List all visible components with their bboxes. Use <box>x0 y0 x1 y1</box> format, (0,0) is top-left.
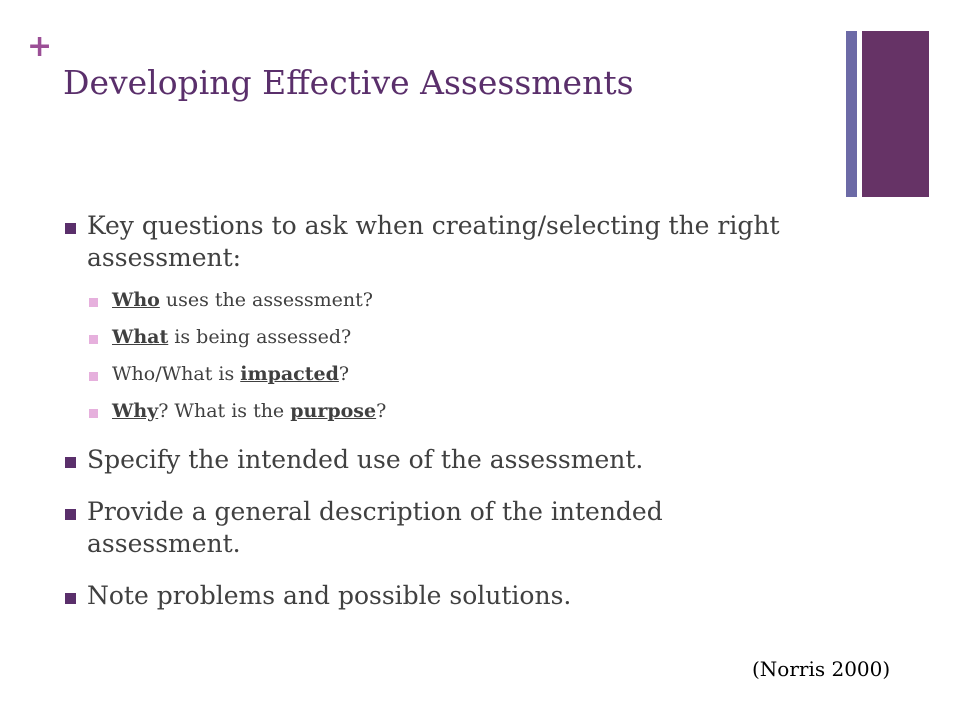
bullet-text: Provide a general description of the intended assessment. <box>87 497 663 558</box>
keyword-who: Who <box>112 289 160 311</box>
bullet-general-description <box>63 496 823 560</box>
keyword-purpose: purpose <box>290 400 377 422</box>
bullet-list <box>63 210 823 632</box>
bullet-text: Note problems and possible solutions. <box>87 581 572 610</box>
sub-bullet-impacted <box>87 362 823 387</box>
sub-bullet-text: uses the assessment? <box>159 289 373 311</box>
sub-bullet-text: is being assessed? <box>168 326 352 348</box>
slide-title: Developing Effective Assessments <box>63 63 634 102</box>
bullet-note-problems <box>63 580 823 612</box>
sub-bullet-what <box>87 325 823 350</box>
sub-bullet-list <box>87 288 823 424</box>
sub-bullet-text: ? What is the <box>158 400 291 422</box>
citation: (Norris 2000) <box>752 657 891 681</box>
accent-bar-thick <box>862 31 929 197</box>
keyword-why: Why <box>112 400 159 422</box>
keyword-what: What <box>112 326 169 348</box>
sub-bullet-who <box>87 288 823 313</box>
keyword-impacted: impacted <box>240 363 339 385</box>
bullet-text: Specify the intended use of the assessment. <box>87 445 644 474</box>
sub-bullet-text: ? <box>376 400 387 422</box>
sub-bullet-text: Who/What is <box>112 363 241 385</box>
plus-mark-icon: + <box>27 29 53 64</box>
bullet-specify-use <box>63 444 823 476</box>
sub-bullet-why <box>87 399 823 424</box>
sub-bullet-text: ? <box>338 363 350 385</box>
bullet-text: Key questions to ask when creating/selecting the right assessment: <box>87 211 780 272</box>
accent-bar-thin <box>846 31 857 197</box>
bullet-key-questions <box>63 210 823 424</box>
